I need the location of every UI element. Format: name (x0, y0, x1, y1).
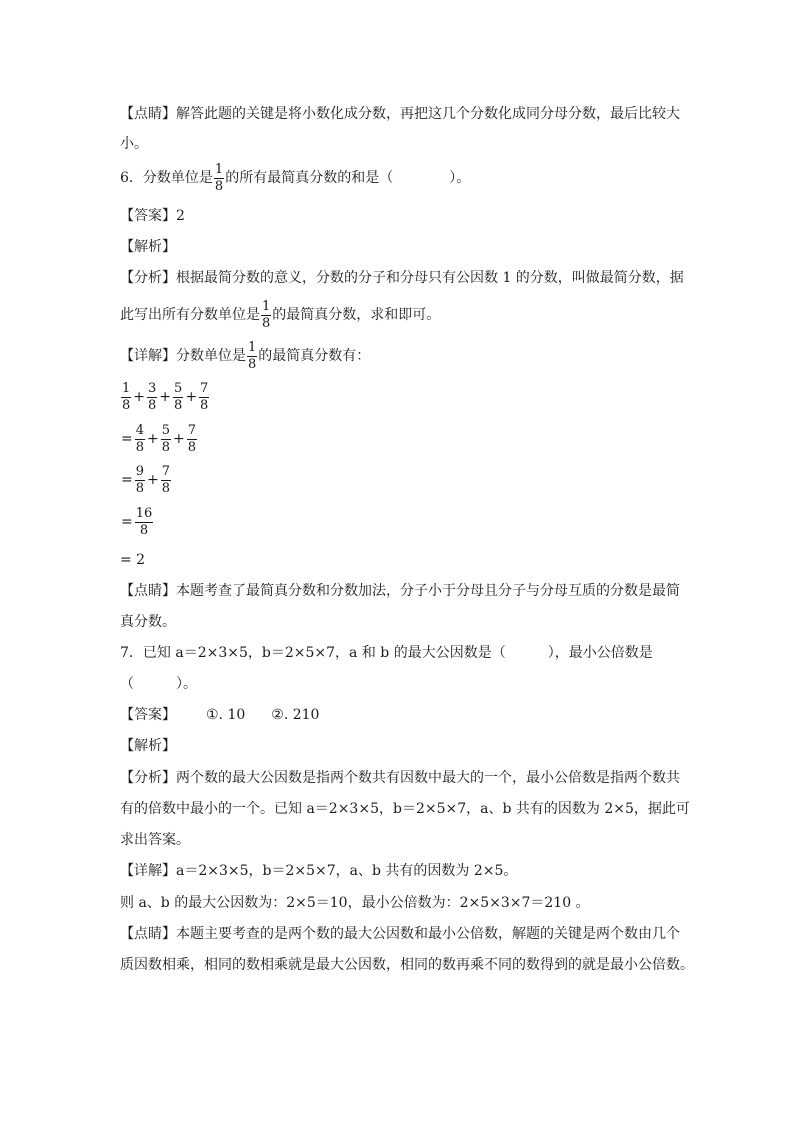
fraction-7-8: $\frac{7}{8}$ (200, 380, 209, 413)
calc-step-1: $\frac{1}{8}$ + $\frac{3}{8}$ + $\frac{5}{8}$ + $\frac{7}{8}$ (122, 380, 209, 413)
fraction-7-8: $\frac{7}{8}$ (161, 463, 171, 496)
q7-answer: 【答案】 ①. 10 ②. 210 (120, 707, 320, 723)
q6-xiangjie: 【详解】分数单位是 $\frac{1}{8}$ 的最简真分数有： (120, 339, 371, 372)
q5-dianjing-line-2: 小。 (120, 136, 148, 152)
fraction-4-8: $\frac{4}{8}$ (135, 422, 145, 455)
q7-answer-1: ①. 10 (206, 707, 246, 723)
q7-jiexi-label: 【解析】 (120, 738, 176, 754)
q7-fenxi-line-1: 【分析】两个数的最大公因数是指两个数共有因数中最大的一个，最小公倍数是指两个数共 (120, 770, 680, 786)
fraction-5-8: $\frac{5}{8}$ (161, 422, 171, 455)
q7-answer-2: ②. 210 (271, 707, 320, 723)
fraction-1-8: $\frac{1}{8}$ (248, 339, 257, 372)
q6-jiexi-label: 【解析】 (120, 239, 176, 255)
q7-result: 则 a、b 的最大公因数为：2×5＝10，最小公倍数为：2×5×3×7＝210 。 (120, 895, 590, 911)
q6-fenxi-line-2: 此写出所有分数单位是 $\frac{1}{8}$ 的最简真分数，求和即可。 (120, 298, 441, 331)
q6-question-post: 的所有最简真分数的和是（ ）。 (225, 170, 471, 186)
q6-answer: 【答案】2 (120, 208, 185, 224)
fraction-1-8: $\frac{1}{8}$ (262, 298, 271, 331)
q6-dianjing-line-1: 【点睛】本题考查了最简真分数和分数加法，分子小于分母且分子与分母互质的分数是最简 (120, 583, 680, 599)
q6-question (120, 158, 470, 198)
fraction-1-8: $\frac{1}{8}$ (214, 161, 224, 194)
q5-dianjing-line-1: 【点睛】解答此题的关键是将小数化成分数，再把这几个分数化成同分母分数，最后比较大 (120, 106, 680, 122)
fraction-9-8: $\frac{9}{8}$ (135, 463, 145, 496)
fraction-3-8: $\frac{3}{8}$ (148, 380, 157, 413)
fraction-7-8: $\frac{7}{8}$ (187, 422, 197, 455)
q6-fenxi-line-1: 【分析】根据最简分数的意义，分数的分子和分母只有公因数 1 的分数，叫做最简分数，据 (120, 270, 684, 286)
fraction-5-8: $\frac{5}{8}$ (174, 380, 183, 413)
q7-dianjing-line-1: 【点睛】本题主要考查的是两个数的最大公因数和最小公倍数，解题的关键是两个数由几个 (120, 926, 680, 942)
calc-step-3: = $\frac{9}{8}$ + $\frac{7}{8}$ (121, 463, 171, 496)
q7-question-line-1: 7．已知 a＝2×3×5，b＝2×5×7，a 和 b 的最大公因数是（ ），最小公倍数是 (120, 645, 653, 661)
q7-fenxi-line-3: 求出答案。 (120, 832, 190, 848)
q7-fenxi-line-2: 有的倍数中最小的一个。已知 a＝2×3×5，b＝2×5×7，a、b 共有的因数为 2×5，据此可 (120, 801, 690, 817)
calc-result: = 2 (120, 552, 146, 568)
calc-step-2: = $\frac{4}{8}$ + $\frac{5}{8}$ + $\frac{7}{8}$ (121, 422, 197, 455)
q6-question-pre: 6．分数单位是 (120, 170, 213, 186)
q7-dianjing-line-2: 质因数相乘，相同的数相乘就是最大公因数，相同的数再乘不同的数得到的就是最小公倍数。 (120, 957, 694, 973)
q7-question-line-2: （ ）。 (120, 676, 197, 692)
calc-step-4: = $\frac{16}{8}$ (121, 505, 153, 538)
fraction-16-8: $\frac{16}{8}$ (135, 505, 153, 538)
fraction-1-8: $\frac{1}{8}$ (122, 380, 131, 413)
q6-dianjing-line-2: 真分数。 (120, 614, 176, 630)
q7-xiangjie: 【详解】a＝2×3×5，b＝2×5×7，a、b 共有的因数为 2×5。 (120, 863, 518, 879)
